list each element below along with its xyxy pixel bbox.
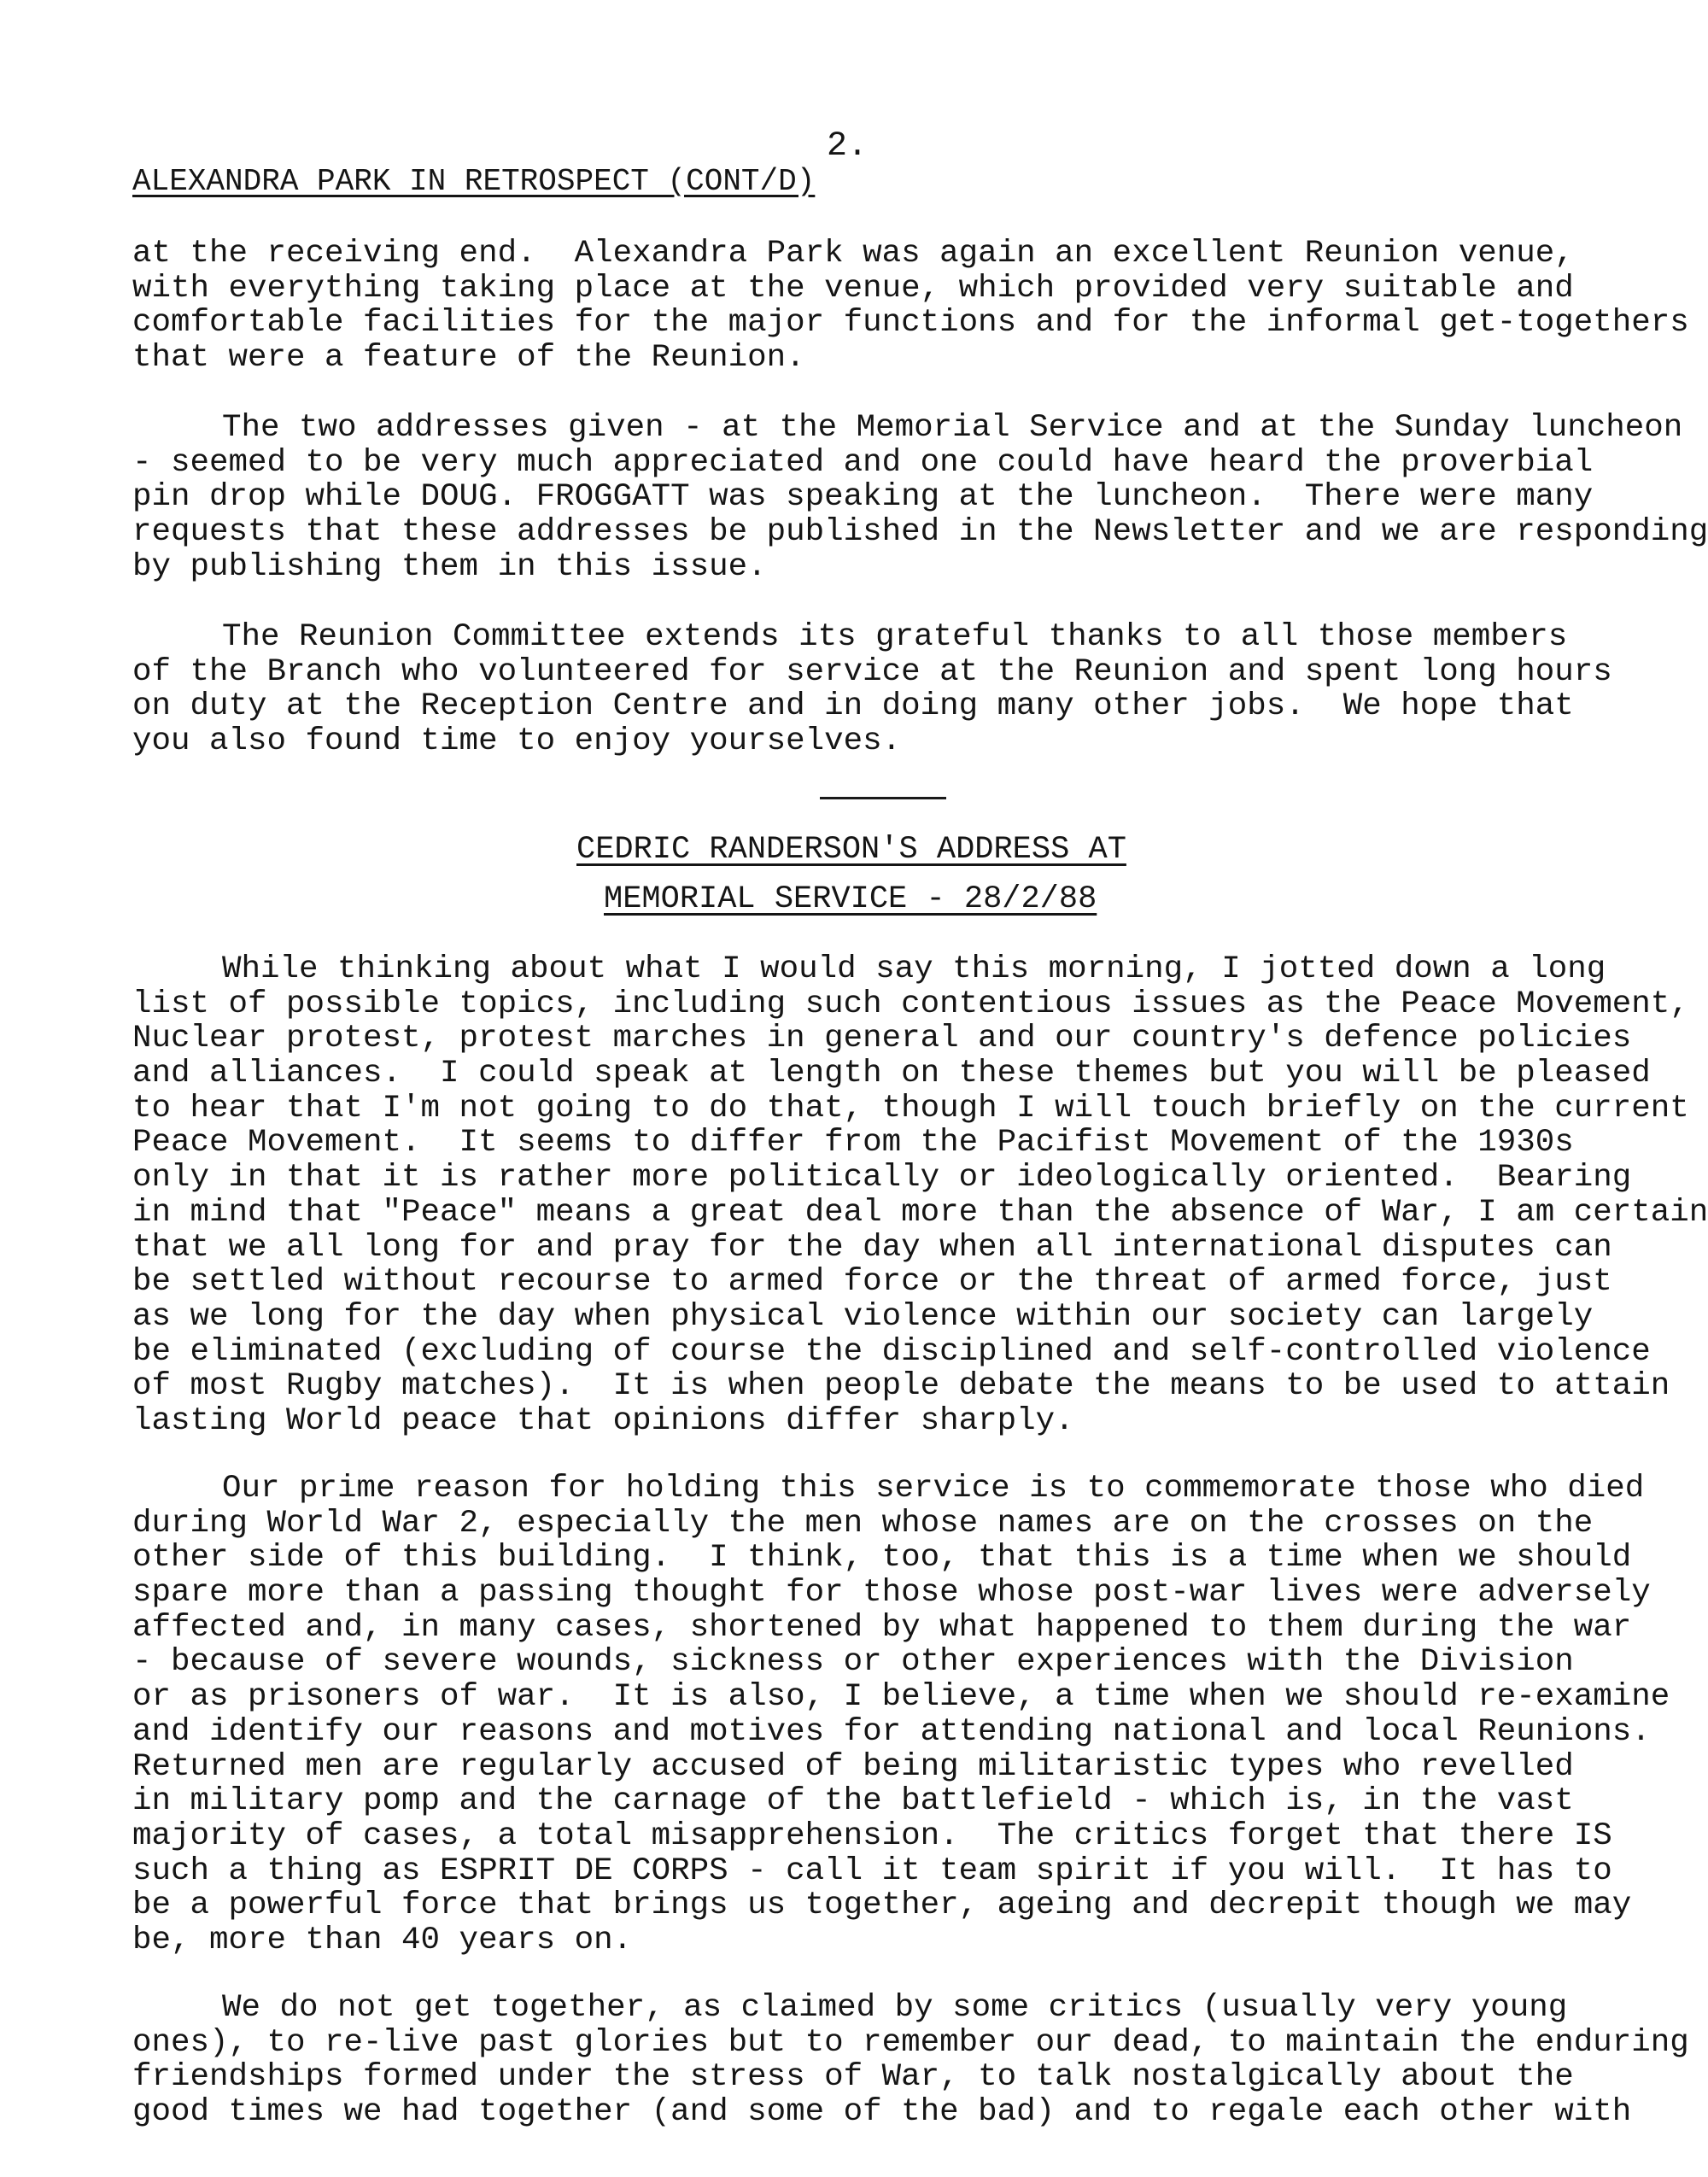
text-line: be settled without recourse to armed force or the threat of armed force, just bbox=[132, 1264, 1612, 1301]
intro-paragraph-2 bbox=[132, 411, 1708, 584]
text-line: during World War 2, especially the men whose names are on the crosses on the bbox=[132, 1505, 1594, 1542]
text-line: Peace Movement. It seems to differ from the Pacifist Movement of the 1930s bbox=[132, 1125, 1574, 1162]
text-line: comfortable facilities for the major functions and for the informal get-togethers bbox=[132, 305, 1689, 342]
text-line: spare more than a passing thought for those whose post-war lives were adversely bbox=[132, 1575, 1651, 1612]
text-line: good times we had together (and some of the bad) and to regale each other with bbox=[132, 2094, 1632, 2131]
text-line: friendships formed under the stress of War, to talk nostalgically about the bbox=[132, 2059, 1574, 2096]
address-paragraph-2 bbox=[132, 1472, 1670, 1958]
section-divider bbox=[820, 797, 946, 799]
text-line: only in that it is rather more politically or ideologically oriented. Bearing bbox=[132, 1160, 1632, 1197]
text-line: in military pomp and the carnage of the battlefield - which is, in the vast bbox=[132, 1783, 1574, 1820]
text-line: The two addresses given - at the Memorial Service and at the Sunday luncheon bbox=[222, 410, 1683, 446]
text-line: that were a feature of the Reunion. bbox=[132, 340, 805, 377]
text-line: or as prisoners of war. It is also, I believe, a time when we should re-examine bbox=[132, 1679, 1670, 1716]
text-line: and identify our reasons and motives for attending national and local Reunions. bbox=[132, 1713, 1651, 1750]
text-line: you also found time to enjoy yourselves. bbox=[132, 723, 902, 760]
text-line: be eliminated (excluding of course the disciplined and self-controlled violence bbox=[132, 1333, 1651, 1370]
text-line: Returned men are regularly accused of being militaristic types who revelled bbox=[132, 1748, 1574, 1785]
text-line: - because of severe wounds, sickness or other experiences with the Division bbox=[132, 1644, 1574, 1681]
continued-section-title: ALEXANDRA PARK IN RETROSPECT (CONT/D) bbox=[132, 164, 816, 199]
text-line: The Reunion Committee extends its grateful thanks to all those members bbox=[222, 619, 1568, 655]
text-line: requests that these addresses be published in the Newsletter and we are responding bbox=[132, 514, 1708, 551]
text-line: list of possible topics, including such contentious issues as the Peace Movement, bbox=[132, 986, 1689, 1022]
text-line: affected and, in many cases, shortened by what happened to them during the war bbox=[132, 1609, 1632, 1646]
address-paragraph-1 bbox=[132, 952, 1708, 1439]
text-line: of most Rugby matches). It is when people debate the means to be used to attain bbox=[132, 1368, 1670, 1405]
text-line: - seemed to be very much appreciated and one could have heard the proverbial bbox=[132, 444, 1594, 481]
intro-paragraph-3 bbox=[132, 620, 1612, 759]
text-line: ones), to re-live past glories but to remember our dead, to maintain the enduring bbox=[132, 2024, 1689, 2061]
text-line: be, more than 40 years on. bbox=[132, 1922, 633, 1958]
text-line: at the receiving end. Alexandra Park was again an excellent Reunion venue, bbox=[132, 236, 1574, 272]
text-line: Our prime reason for holding this service is to commemorate those who died bbox=[222, 1471, 1645, 1507]
address-heading-line-1: CEDRIC RANDERSON'S ADDRESS AT bbox=[576, 832, 1126, 868]
text-line: While thinking about what I would say this morning, I jotted down a long bbox=[222, 951, 1606, 987]
intro-paragraph-1 bbox=[132, 237, 1689, 376]
page-number: 2. bbox=[827, 127, 869, 166]
text-line: by publishing them in this issue. bbox=[132, 548, 767, 585]
text-line: that we all long for and pray for the day when all international disputes can bbox=[132, 1229, 1612, 1266]
text-line: as we long for the day when physical violence within our society can largely bbox=[132, 1298, 1594, 1335]
address-heading-line-2: MEMORIAL SERVICE - 28/2/88 bbox=[604, 881, 1097, 917]
text-line: lasting World peace that opinions differ sharply. bbox=[132, 1402, 1074, 1439]
text-line: majority of cases, a total misapprehension. The critics forget that there IS bbox=[132, 1817, 1612, 1854]
text-line: with everything taking place at the venue, which provided very suitable and bbox=[132, 270, 1574, 307]
text-line: pin drop while DOUG. FROGGATT was speaking at the luncheon. There were many bbox=[132, 479, 1594, 516]
text-line: be a powerful force that brings us together, ageing and decrepit though we may bbox=[132, 1887, 1632, 1924]
text-line: of the Branch who volunteered for service at the Reunion and spent long hours bbox=[132, 653, 1612, 690]
text-line: such a thing as ESPRIT DE CORPS - call it team spirit if you will. It has to bbox=[132, 1852, 1612, 1889]
address-paragraph-3 bbox=[132, 1991, 1689, 2130]
text-line: We do not get together, as claimed by some critics (usually very young bbox=[222, 1990, 1568, 2026]
text-line: to hear that I'm not going to do that, though I will touch briefly on the current bbox=[132, 1090, 1689, 1127]
text-line: Nuclear protest, protest marches in general and our country's defence policies bbox=[132, 1021, 1632, 1057]
text-line: on duty at the Reception Centre and in doing many other jobs. We hope that bbox=[132, 688, 1574, 725]
text-line: and alliances. I could speak at length on these themes but you will be pleased bbox=[132, 1056, 1651, 1092]
text-line: in mind that "Peace" means a great deal more than the absence of War, I am certain bbox=[132, 1194, 1708, 1231]
text-line: other side of this building. I think, too, that this is a time when we should bbox=[132, 1540, 1632, 1577]
